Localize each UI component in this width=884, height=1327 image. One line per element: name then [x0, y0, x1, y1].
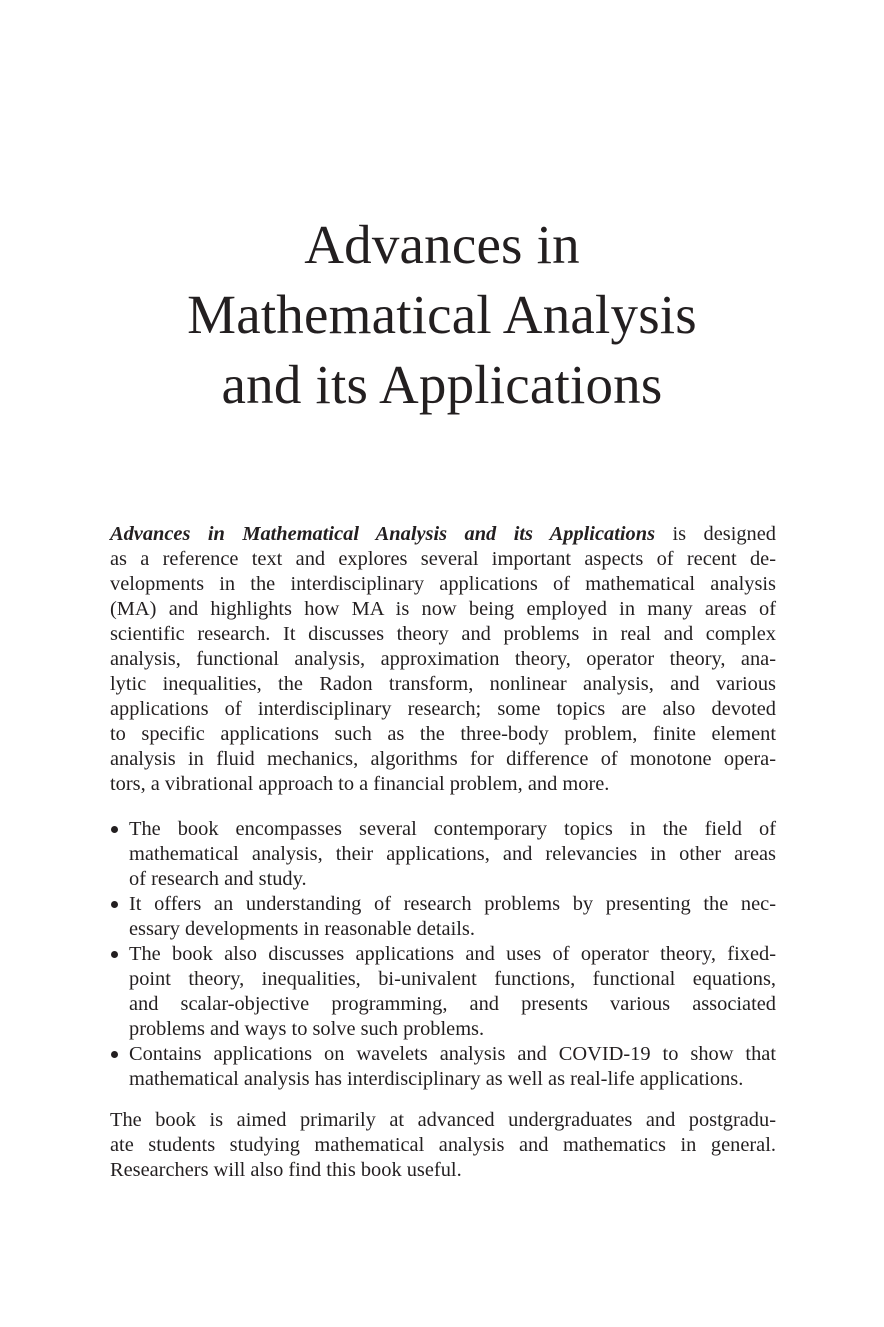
- closing-line: Researchers will also find this book useful.: [110, 1159, 462, 1181]
- intro-line: tors, a vibrational approach to a financial problem, and more.: [110, 773, 610, 795]
- intro-line: velopments in the interdisciplinary applications of mathematical analysis: [110, 573, 776, 595]
- intro-line: analysis, functional analysis, approximation theory, operator theory, ana-: [110, 648, 776, 670]
- bullet-line: point theory, inequalities, bi-univalent functions, functional equations,: [129, 968, 776, 990]
- intro-line: (MA) and highlights how MA is now being employed in many areas of: [110, 598, 776, 620]
- intro-line: as a reference text and explores several important aspects of recent de-: [110, 548, 776, 570]
- closing-line: ate students studying mathematical analysis and mathematics in general.: [110, 1134, 776, 1156]
- title-line-2: Mathematical Analysis: [187, 284, 697, 345]
- title-line-3: and its Applications: [221, 354, 663, 415]
- bullet-item: [110, 1042, 776, 1092]
- closing-paragraph: [110, 1108, 776, 1183]
- bullet-line: essary developments in reasonable details.: [129, 918, 475, 940]
- bullet-item: [110, 817, 776, 892]
- intro-line: applications of interdisciplinary research; some topics are also devoted: [110, 698, 776, 720]
- intro-line: scientific research. It discusses theory and problems in real and complex: [110, 623, 776, 645]
- intro-line-1: [110, 522, 776, 547]
- bullet-item: [110, 892, 776, 942]
- intro-paragraph: [110, 522, 776, 797]
- book-title: [0, 210, 884, 420]
- bullet-dot-icon: [111, 826, 118, 833]
- bullet-line: The book also discusses applications and uses of operator theory, fixed-: [129, 943, 776, 965]
- bullet-line: It offers an understanding of research problems by presenting the nec-: [129, 893, 776, 915]
- bullet-dot-icon: [111, 1051, 118, 1058]
- bullet-line: of research and study.: [129, 868, 307, 890]
- bullet-dot-icon: [111, 951, 118, 958]
- closing-line: The book is aimed primarily at advanced undergraduates and postgradu-: [110, 1109, 776, 1131]
- title-line-1: Advances in: [304, 214, 580, 275]
- bullet-line: The book encompasses several contemporary topics in the field of: [129, 818, 776, 840]
- book-description: [110, 522, 776, 1183]
- intro-line-1-rest: is designed: [655, 523, 776, 545]
- intro-line: analysis in fluid mechanics, algorithms for difference of monotone opera-: [110, 748, 776, 770]
- bullet-dot-icon: [111, 901, 118, 908]
- intro-book-title: Advances in Mathematical Analysis and its Applications: [110, 523, 656, 545]
- feature-bullet-list: [110, 817, 776, 1092]
- bullet-line: mathematical analysis, their applications, and relevancies in other areas: [129, 843, 776, 865]
- bullet-line: and scalar-objective programming, and presents various associated: [129, 993, 776, 1015]
- bullet-line: mathematical analysis has interdisciplinary as well as real-life applications.: [129, 1068, 744, 1090]
- bullet-item: [110, 942, 776, 1042]
- bullet-line: problems and ways to solve such problems.: [129, 1018, 485, 1040]
- intro-line: to specific applications such as the three-body problem, finite element: [110, 723, 776, 745]
- intro-line: lytic inequalities, the Radon transform, nonlinear analysis, and various: [110, 673, 776, 695]
- bullet-line: Contains applications on wavelets analysis and COVID-19 to show that: [129, 1043, 776, 1065]
